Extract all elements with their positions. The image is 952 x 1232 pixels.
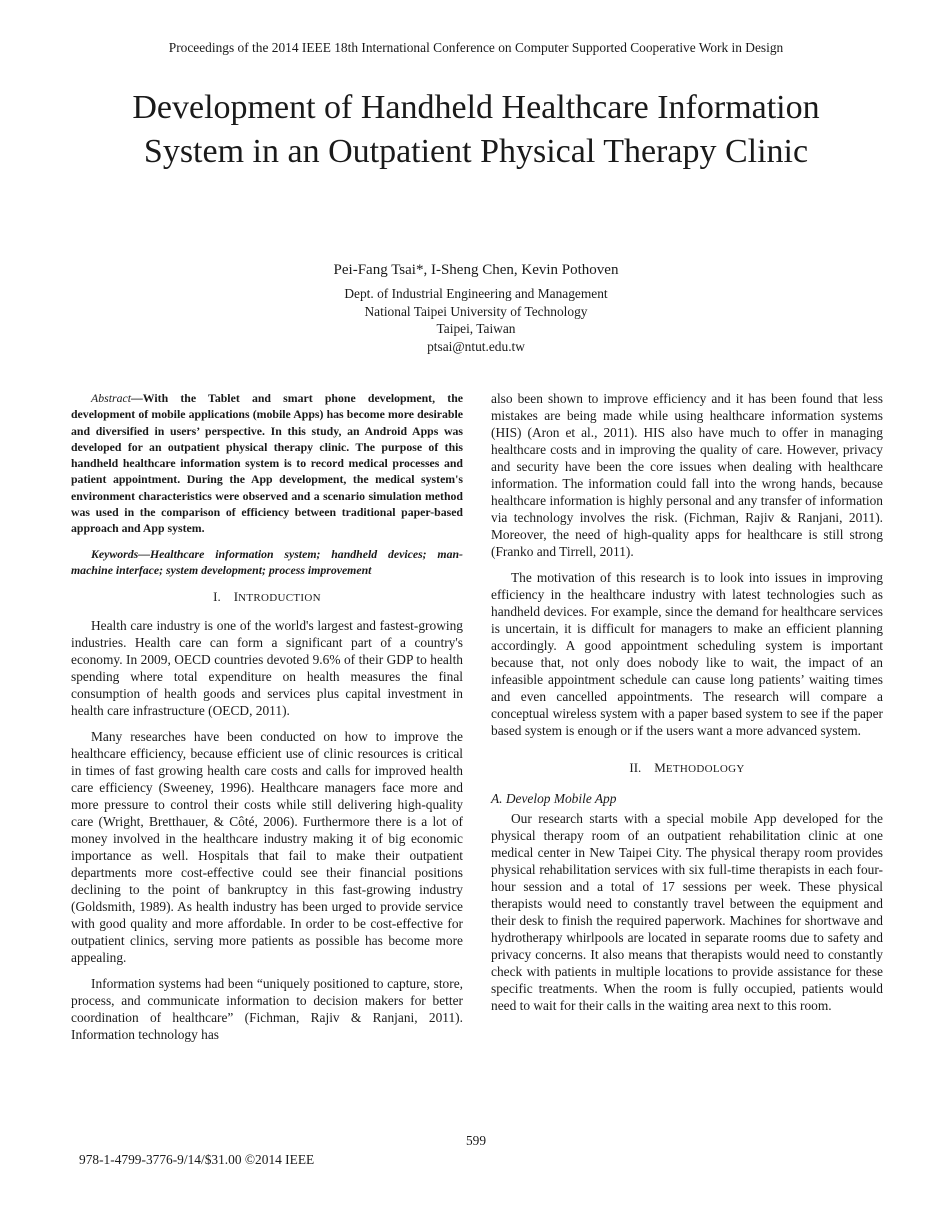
abstract-label: Abstract (91, 391, 131, 405)
title-line-1: Development of Handheld Healthcare Information (132, 89, 820, 126)
section-number: II. (629, 760, 642, 775)
page-number: 599 (465, 1133, 487, 1148)
keywords (71, 546, 463, 579)
paragraph: Many researches have been conducted on how to improve the healthcare efficiency, because efficient use of clinic resources is critical in times of fast growing health care costs and calls for improved health care efficiency (Sweeney, 1996). Healthcare managers face more and more pressure to control their costs while still delivering high-quality care (Wright, Bretthauer, & Côté, 2006). Furthermore there is a lot of money involved in the healthcare industry making it of big economic importance as well. Hospitals that fail to make their outpatient departments more cost-effective could see their financial positions declining to the point of bankruptcy in this fast-growing industry (Goldsmith, 1989). As health industry has been urged to provide service with good quality and more affordable. In order to be cost-effective for outpatient clinics, serving more patients as possible has become more appealing. (71, 729, 463, 966)
section-heading-introduction (71, 588, 463, 607)
section-heading-methodology (491, 759, 883, 778)
author-list: Pei-Fang Tsai*, I-Sheng Chen, Kevin Pothoven (333, 262, 619, 278)
right-column (491, 390, 883, 1023)
section-number: I. (213, 589, 221, 605)
left-column (71, 390, 463, 1052)
section-initial: I (233, 589, 239, 605)
affiliation (0, 285, 952, 355)
section-title-rest: ETHODOLOGY (665, 763, 745, 775)
abstract-dash: — (130, 391, 143, 405)
copyright-footer: 978-1-4799-3776-9/14/$31.00 ©2014 IEEE (79, 1152, 315, 1167)
paragraph: Information systems had been “uniquely positioned to capture, store, process, and communicate information to decision makers for better coordination of healthcare” (Fichman, Rajiv & Ranjani, 2011). Information technology has (71, 976, 463, 1043)
paper-title (60, 86, 892, 174)
section-initial: M (654, 760, 666, 775)
keywords-text: —Healthcare information system; handheld devices; man-machine interface; system development; process improvement (71, 546, 463, 577)
affiliation-city: Taipei, Taiwan (436, 321, 516, 336)
section-title-rest: NTRODUCTION (238, 592, 321, 605)
author-email: ptsai@ntut.edu.tw (427, 338, 525, 354)
subsection-heading: A. Develop Mobile App (491, 791, 617, 806)
abstract (71, 390, 463, 537)
affiliation-university: National Taipei University of Technology (364, 303, 588, 319)
affiliation-dept: Dept. of Industrial Engineering and Management (344, 286, 608, 301)
paragraph: Health care industry is one of the world's largest and fastest-growing industries. Health care can form a significant part of a country's economy. In 2009, OECD countries devoted 9.6% of their GDP to health spending where total expenditure on health measures the final consumption of health goods and services plus capital investment in health care infrastructure (OECD, 2011). (71, 618, 463, 719)
paragraph: Our research starts with a special mobile App developed for the physical therapy room of an outpatient rehabilitation clinic at one medical center in New Taipei City. The physical therapy room provides physical rehabilitation services with six full-time therapists in each four-hour session and a total of 17 sessions per week. These physical therapists would need to constantly travel between the equipment and their desk to finish the required paperwork. Machines for shortwave and hydrotherapy whirlpools are located in separate rooms due to safety and privacy concerns. It also means that therapists would need to constantly check with patients in multiple locations to provide assistance for these specific treatments. When the room is fully occupied, patients would need to wait for their calls in the waiting area next to this room. (491, 811, 883, 1013)
conference-header: Proceedings of the 2014 IEEE 18th International Conference on Computer Supported Cooperative Work in Design (168, 40, 784, 55)
paragraph: The motivation of this research is to look into issues in improving efficiency in the healthcare industry with latest technologies such as handheld devices. For example, since the demand for healthcare services is uncertain, it is difficult for managers to make an efficient planning accordingly. A good appointment scheduling system is important because that, not only does nobody like to wait, the impact of an infeasible appointment schedule can cause long patients’ waiting times and even cancelled appointments. The research will compare a conceptual wireless system with a paper based system to see if the paper based system is enough or if the users want a more advanced system. (491, 570, 883, 738)
paragraph: also been shown to improve efficiency and it has been found that less mistakes are being made while using healthcare information systems (HIS) (Aron et al., 2011). HIS also have much to offer in managing healthcare costs and in improving the quality of care. However, privacy and security have been the core issues when dealing with healthcare information. The information could fall into the wrong hands, because healthcare information is highly personal and any transfer of information via technology involves the risk. (Fichman, Rajiv & Ranjani, 2011). Moreover, the need of high-quality apps for healthcare is still strong (Franko and Tirrell, 2011). (491, 391, 883, 559)
title-line-2: System in an Outpatient Physical Therapy Clinic (143, 133, 809, 170)
keywords-label: Keywords (91, 546, 139, 561)
abstract-text: With the Tablet and smart phone development, the development of mobile applications (mobile Apps) has become more desirable and diversified in users’ perspective. In this study, an Android Apps was developed for an outpatient physical therapy clinic. The purpose of this handheld healthcare information system is to record medical processes and patient appointment. During the App development, the medical system's environment characteristics were observed and a scenario simulation method was used in the comparison of efficiency between traditional paper-based approach and App system. (71, 391, 463, 536)
